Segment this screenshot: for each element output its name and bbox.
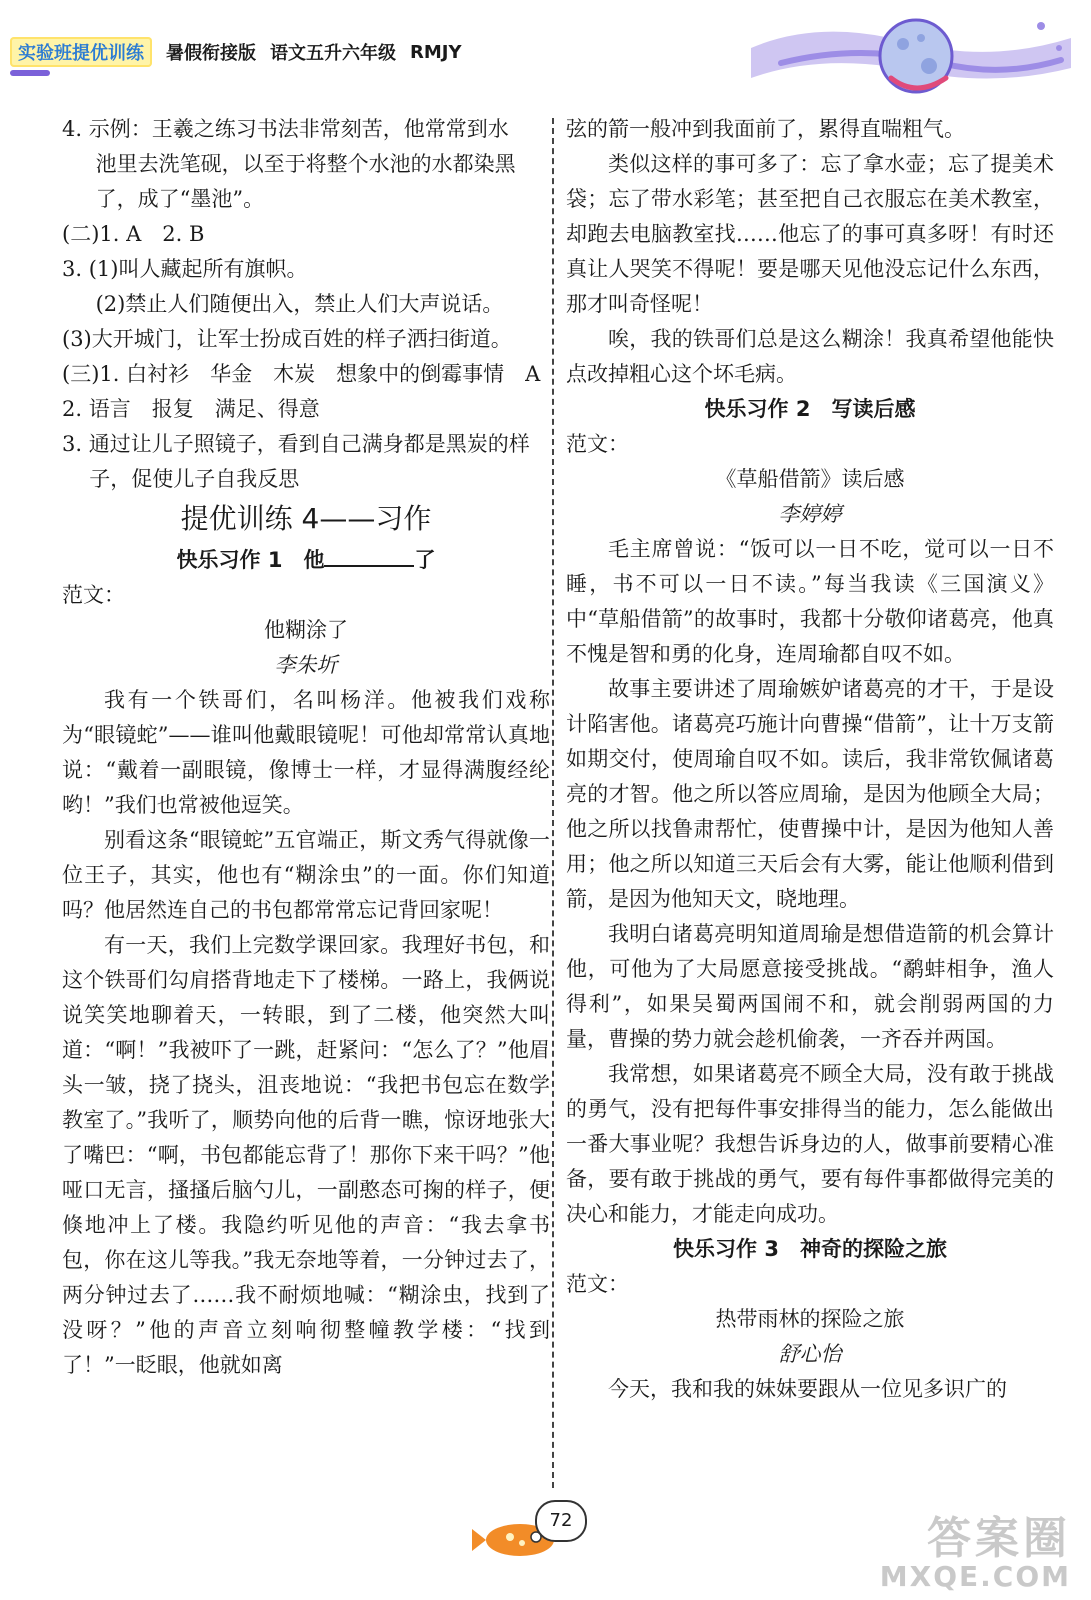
essay-paragraph: 我常想，如果诸葛亮不顾全大局，没有敢于挑战的勇气，没有把每件事安排得当的能力，怎么能做出一番大事业呢？我想告诉身边的人，做事前要精心准备，要有敢于挑战的勇气，要有每件事都做得完美的决心和能力，才能走向成功。 <box>566 1062 1054 1226</box>
essay-title: 热带雨林的探险之旅 <box>715 1307 905 1331</box>
writing-1-title <box>62 541 550 578</box>
essay-title: 他糊涂了 <box>264 618 348 642</box>
header-deco-bar <box>10 70 50 76</box>
essay-title: 《草船借箭》读后感 <box>715 467 905 491</box>
section-3-q3: 3. 通过让儿子照镜子，看到自己满身都是黑炭的样子，促使儿子自我反思 <box>62 432 530 491</box>
page-header <box>0 0 1091 112</box>
essay-author: 李朱圻 <box>274 653 338 677</box>
writing-1-prefix: 快乐习作 1 他 <box>176 548 325 572</box>
planet-illustration-icon <box>741 8 1081 103</box>
watermark-url: MXQE.COM <box>879 1560 1071 1593</box>
header-strip <box>10 38 462 66</box>
answer-q4-line: 了，成了“墨池”。 <box>95 187 265 211</box>
watermark-text: 答案圈 <box>927 1513 1071 1564</box>
essay-author: 李婷婷 <box>778 502 842 526</box>
answer-q4-line: 4. 示例：王羲之练习书法非常刻苦，他常常到水 <box>62 117 509 141</box>
fill-blank <box>324 541 414 567</box>
essay-continuation: 弦的箭一般冲到我面前了，累得直喘粗气。 <box>566 117 965 141</box>
watermark-logo <box>879 1513 1071 1593</box>
writing-1-suffix: 了 <box>414 548 436 572</box>
sample-label: 范文： <box>566 1272 629 1296</box>
code-label: RMJY <box>410 41 462 63</box>
essay-paragraph: 我有一个铁哥们，名叫杨洋。他被我们戏称为“眼镜蛇”——谁叫他戴眼镜呢！可他却常常认真地说：“戴着一副眼镜，像博士一样，才显得满腹经纶哟！”我们也常被他逗笑。 <box>62 688 550 817</box>
essay-paragraph: 故事主要讲述了周瑜嫉妒诸葛亮的才干，于是设计陷害他。诸葛亮巧施计向曹操“借箭”，让十万支箭如期交付，使周瑜自叹不如。读后，我非常钦佩诸葛亮的才智。他之所以答应周瑜，是因为他顾全大局；他之所以找鲁肃帮忙，使曹操中计，是因为他知人善用；他之所以知道三天后会有大雾，能让他顺利借到箭，是因为他知天文，晓地理。 <box>566 677 1054 911</box>
section-3-q2: 2. 语言 报复 满足、得意 <box>62 397 320 421</box>
left-column <box>62 112 550 1383</box>
essay-paragraph: 唉，我的铁哥们总是这么糊涂！我真希望他能快点改掉粗心这个坏毛病。 <box>566 327 1054 386</box>
right-column <box>566 112 1054 1407</box>
writing-3-title: 快乐习作 3 神奇的探险之旅 <box>673 1237 947 1261</box>
sample-label: 范文： <box>566 432 629 456</box>
training-title: 提优训练 4——习作 <box>180 502 432 535</box>
section-2-q3-item: (3)大开城门，让军士扮成百姓的样子洒扫街道。 <box>62 327 512 351</box>
section-2-q3-item: (2)禁止人们随便出入，禁止人们大声说话。 <box>95 292 504 316</box>
writing-2-title: 快乐习作 2 写读后感 <box>704 397 916 421</box>
answer-q4-line: 池里去洗笔砚，以至于将整个水池的水都染黑 <box>95 152 516 176</box>
subject-label: 语文五升六年级 <box>270 43 396 64</box>
essay-paragraph: 毛主席曾说：“饭可以一日不吃，觉可以一日不睡，书不可以一日不读。”每当我读《三国演义》中“草船借箭”的故事时，我都十分敬仰诸葛亮，他真不愧是智和勇的化身，连周瑜都自叹不如。 <box>566 537 1054 666</box>
essay-paragraph: 别看这条“眼镜蛇”五官端正，斯文秀气得就像一位王子，其实，他也有“糊涂虫”的一面。你们知道吗？他居然连自己的书包都常常忘记背回家呢！ <box>62 828 550 922</box>
essay-paragraph: 类似这样的事可多了：忘了拿水壶；忘了提美术袋；忘了带水彩笔；甚至把自己衣服忘在美术教室，却跑去电脑教室找……他忘了的事可真多呀！有时还真让人哭笑不得呢！要是哪天见他没忘记什么东西，那才叫奇怪呢！ <box>566 152 1054 316</box>
column-divider <box>552 118 554 1488</box>
essay-paragraph: 我明白诸葛亮明知道周瑜是想借造箭的机会算计他，可他为了大局愿意接受挑战。“鹬蚌相争，渔人得利”，如果吴蜀两国闹不和，就会削弱两国的力量，曹操的势力就会趁机偷袭，一齐吞并两国。 <box>566 922 1054 1051</box>
edition-label: 暑假衔接版 <box>166 43 256 64</box>
essay-author: 舒心怡 <box>778 1342 842 1366</box>
sample-label: 范文： <box>62 583 125 607</box>
essay-paragraph: 今天，我和我的妹妹要跟从一位见多识广的 <box>608 1377 1007 1401</box>
section-2-answers: (二)1. A 2. B <box>62 222 205 246</box>
page-number: 72 <box>535 1500 587 1542</box>
series-brand: 实验班提优训练 <box>10 37 152 67</box>
section-2-q3: 3. (1)叫人藏起所有旗帜。 <box>62 257 308 281</box>
section-3-answers: (三)1. 白衬衫 华金 木炭 想象中的倒霉事情 A <box>62 362 541 386</box>
essay-paragraph: 有一天，我们上完数学课回家。我理好书包，和这个铁哥们勾肩搭背地走下了楼梯。一路上，我俩说说笑笑地聊着天，一转眼，到了二楼，他突然大叫道：“啊！”我被吓了一跳，赶紧问：“怎么了？”他眉头一皱，挠了挠头，沮丧地说：“我把书包忘在数学教室了。”我听了，顺势向他的后背一瞧，惊讶地张大了嘴巴：“啊，书包都能忘背了！那你下来干吗？”他哑口无言，搔搔后脑勺儿，一副憨态可掬的样子，便倏地冲上了楼。我隐约听见他的声音：“我去拿书包，你在这儿等我。”我无奈地等着，一分钟过去了，两分钟过去了……我不耐烦地喊：“糊涂虫，找到了没呀？”他的声音立刻响彻整幢教学楼：“找到了！”一眨眼，他就如离 <box>62 933 550 1377</box>
